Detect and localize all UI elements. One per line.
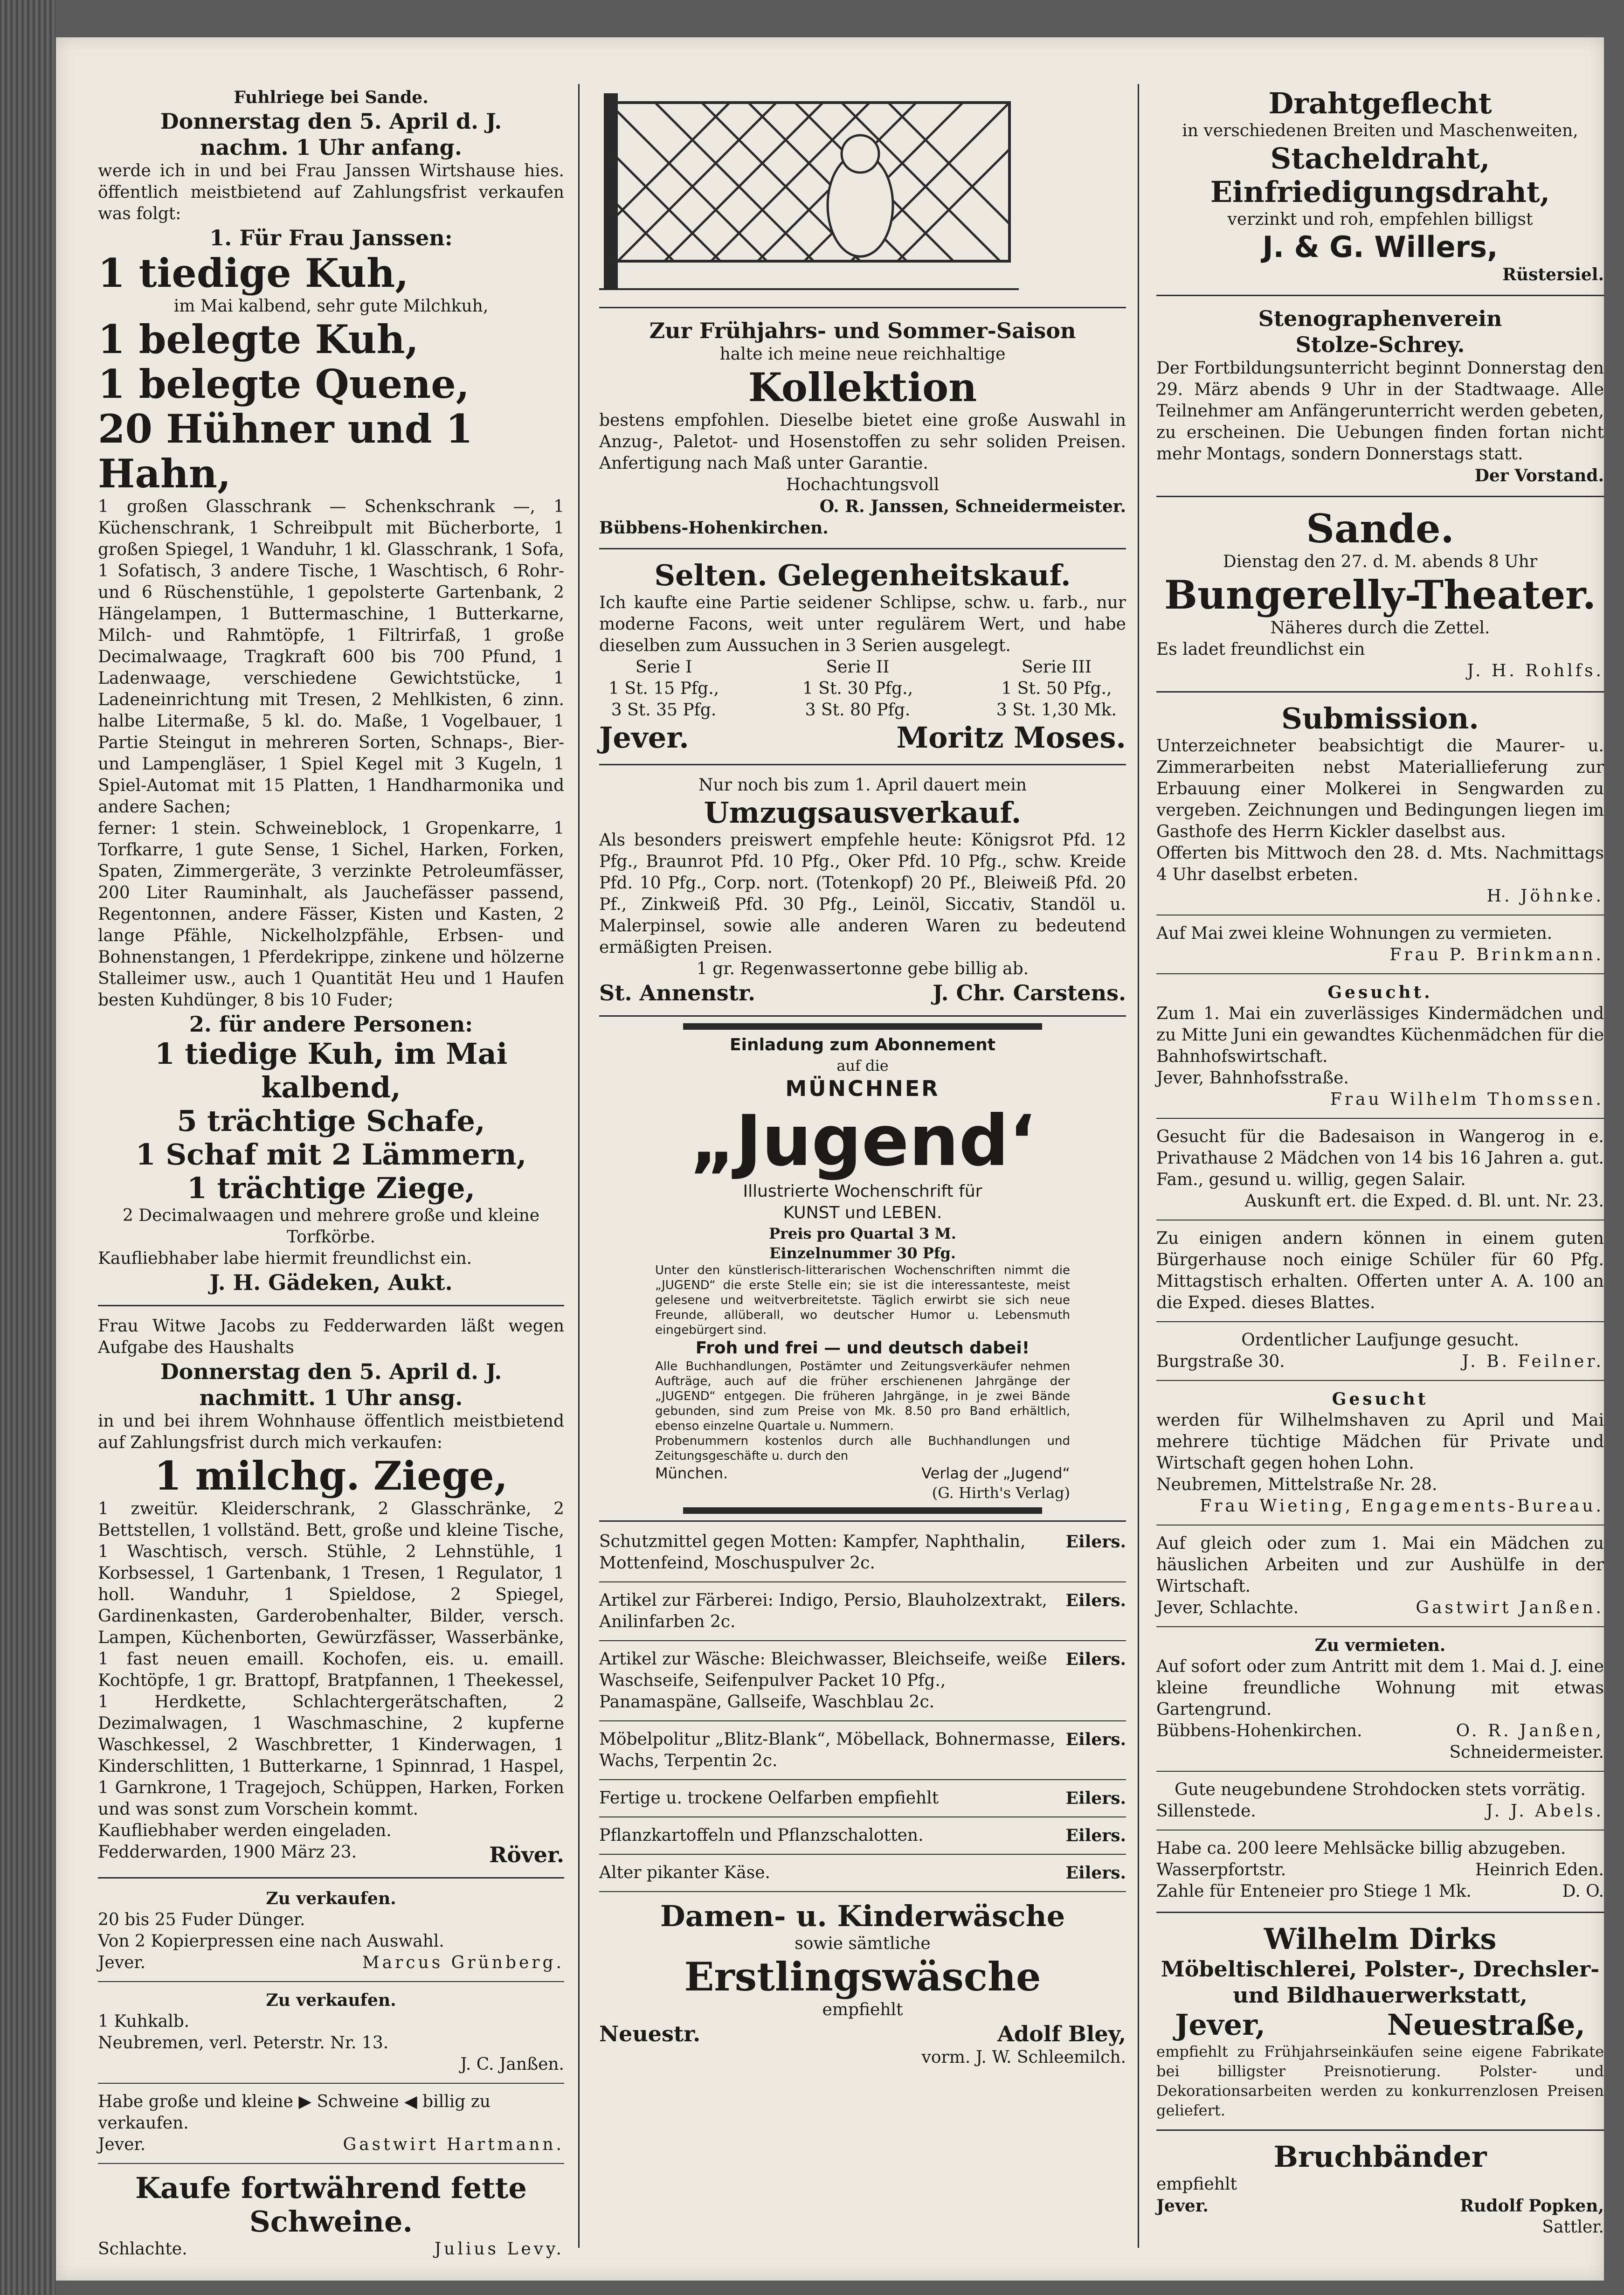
ad-extra: 1 gr. Regenwassertonne gebe billig ab.	[696, 959, 1029, 978]
ad-invite: Einladung zum Abonnement	[730, 1035, 995, 1054]
ad-place: St. Annenstr.	[599, 980, 755, 1005]
ad-heading: Gesucht.	[1327, 983, 1433, 1002]
ad-date: Donnerstag den 5. April d. J.	[160, 109, 502, 134]
ad-signature: Eilers.	[1065, 1730, 1126, 1749]
ad-item: 1 tiedige Kuh, im Mai kalbend,	[154, 1037, 508, 1104]
series-name: Serie II	[826, 658, 890, 677]
ad-heading: Gesucht	[1332, 1389, 1429, 1409]
auction-ad-jacobs	[98, 1313, 564, 1871]
ad-signature: J. & G. Willers,	[1262, 230, 1498, 264]
ad-title: Sande.	[1306, 506, 1454, 552]
divider	[1156, 973, 1604, 974]
ad-title: Selten. Gelegenheitskauf.	[654, 558, 1071, 592]
ad-publisher: Verlag der „Jugend“	[921, 1464, 1070, 1482]
ad-intro: werde ich in und bei Frau Janssen Wirtshause hies. öffentlich meistbietend auf Zahlungsfrist verkaufen was folgt:	[98, 161, 564, 223]
wanted-ad-thomssen	[1156, 979, 1604, 1113]
ad-signature: J. H. Gädeken, Aukt.	[209, 1270, 453, 1295]
ad-place: Rüstersiel.	[1502, 265, 1604, 284]
divider	[599, 1854, 1126, 1855]
series-price: 1 St. 50 Pfg.,	[1001, 679, 1112, 698]
divider	[599, 1520, 1126, 1522]
divider	[98, 2083, 564, 2084]
ad-heading: Zu vermieten.	[1314, 1636, 1446, 1655]
ad-price: Einzelnummer 30 Pfg.	[769, 1244, 956, 1262]
column-left	[98, 84, 564, 2263]
ad-text: Zahle für Enteneier pro Stiege 1 Mk.	[1156, 1882, 1472, 1901]
ad-list: ferner: 1 stein. Schweineblock, 1 Gropenkarre, 1 Torfkarre, 1 gute Sense, 1 Sichel, Harken, Forken, Spaten, Zimmergeräte, 3 verzinkte Petroleumfässer, 200 Liter Rauminhalt, als Jauchefässer passend, Regentonnen, andere Fässer, Kisten und Kasten, 2 lange Pfähle, Nickelholzpfähle, Erbsen- und Bohnenstangen, 1 Pferdekrippe, zinkene und hölzerne Stalleimer usw., auch 1 Quantität Heu und 1 Haufen besten Kuhdünger, 8 bis 10 Fuder;	[98, 819, 564, 1010]
buy-ad-levy	[98, 2169, 564, 2263]
ad-line: Einfriedigungsdraht,	[1210, 175, 1550, 209]
ad-title-big: Kollektion	[748, 364, 977, 410]
ad-title: Zur Frühjahrs- und Sommer-Saison	[649, 318, 1076, 343]
eilers-ad	[599, 1859, 1126, 1886]
ad-list: 1 großen Glasschrank — Schenkschrank —, 1 Küchenschrank, 1 Schreibpult mit Bücherborte, 1 großen Spiegel, 1 Wanduhr, 1 kl. Glasschrank, 1 Sofa, 1 Sofatisch, 3 andere Tische, 1 Waschtisch, 6 Rohr- und 6 Rüschenstühle, 1 gepolsterte Gartenbank, 2 Hängelampen, 1 Buttermaschine, 1 Butterkarne, Milch- und Rahmtöpfe, 1 Filtrirfaß, 1 große Decimalwaage, Tragkraft 600 bis 700 Pfund, 1 Ladenwaage, verschiedene Gewichtstücke, 1 Ladeneinrichtung mit Tresen, 2 Mehlkisten, 6 zinn. halbe Litermaße, 5 kl. do. Maße, 1 Vogelbauer, 1 Partie Steingut in mehreren Sorten, Schnaps-, Bier- und Lampengläser, 1 Spiel Kegel mit 3 Kugeln, 1 Spiel-Automat mit 15 Platten, 1 Handharmonika und andere Sachen;	[98, 497, 564, 817]
ad-text: Probenummern kostenlos durch alle Buchhandlungen und Zeitungsgeschäfte u. durch den	[655, 1434, 1070, 1463]
ad-signature: Heinrich Eden.	[1475, 1860, 1604, 1879]
ad-title-big: Bungerelly-Theater.	[1164, 572, 1596, 618]
ad-line: Näheres durch die Zettel.	[1270, 618, 1490, 638]
ad-signature: Moritz Moses.	[896, 721, 1126, 755]
ad-text: Habe große und kleine ▶ Schweine ◀ billig zu verkaufen.	[98, 2092, 491, 2133]
ad-signature: Julius Levy.	[434, 2240, 564, 2259]
ad-text: werden für Wilhelmshaven zu April und Mai mehrere tüchtige Mädchen für Private und Wirtschaft gegen hohen Lohn.	[1156, 1411, 1604, 1473]
ad-invite: Es ladet freundlichst ein	[1156, 640, 1365, 659]
ad-invite: Kaufliebhaber labe hiermit freundlichst ein.	[98, 1249, 472, 1268]
ad-place: Schlachte.	[98, 2240, 187, 2259]
column-divider	[578, 84, 580, 2248]
series-price: 3 St. 1,30 Mk.	[996, 700, 1117, 720]
ad-signature: Eilers.	[1065, 1532, 1126, 1552]
divider	[599, 1779, 1126, 1780]
ad-text: Der Fortbildungsunterricht beginnt Donnerstag den 29. März abends 9 Uhr in der Stadtwaage. Alle Teilnehmer am Anfängerunterricht werden gebeten, zu erscheinen. Die Uebungen finden fortan nicht mehr Montags, sondern Donnerstags statt.	[1156, 359, 1604, 464]
ad-text: Alle Buchhandlungen, Postämter und Zeitungsverkäufer nehmen Aufträge, auch auf die früher erschienenen Jahrgänge der „JUGEND“ entgegen. Die früheren Jahrgänge, in je zwei Bände gebunden, sind zum Preise von Mk. 8.50 pro Band erhältlich, ebenso einzelne Quartale u. Nummern.	[655, 1359, 1070, 1433]
divider	[98, 1981, 564, 1982]
ad-text: Unterzeichneter beabsichtigt die Maurer- u. Zimmerarbeiten nebst Materiallieferung zur Erbauung einer Molkerei in Sengwarden zu vergeben. Zeichnungen und Bedingungen liegen im Gasthofe des Herrn Kickler daselbst aus.	[1156, 736, 1604, 841]
ad-signature: O. R. Janßen,	[1456, 1721, 1604, 1740]
ad-place: Neubremen, Mittelstraße Nr. 28.	[1156, 1475, 1437, 1494]
divider	[599, 1891, 1126, 1892]
ad-signature: D. O.	[1562, 1882, 1604, 1901]
eilers-ad-list	[599, 1528, 1126, 1892]
ad-auf: auf die	[836, 1057, 889, 1075]
ad-intro: Frau Witwe Jacobs zu Fedderwarden läßt wegen Aufgabe des Haushalts	[98, 1317, 564, 1357]
wanted-ad-janssen	[1156, 1530, 1604, 1622]
ad-recommend: empfiehlt	[1156, 2175, 1237, 2194]
divider	[1156, 1321, 1604, 1322]
ad-place: Fedderwarden, 1900 März 23.	[98, 1843, 357, 1862]
ad-signature-sub: Sattler.	[1542, 2218, 1604, 2237]
tailor-ad-janssen	[599, 315, 1126, 541]
tie-ad-moses	[599, 556, 1126, 757]
ad-text: Möbelpolitur „Blitz-Blank“, Möbellack, Bohnermasse, Wachs, Terpentin 2c.	[599, 1730, 1056, 1770]
ad-heading: Fuhlriege bei Sande.	[234, 88, 428, 107]
ad-title-big: Erstlingswäsche	[684, 1954, 1041, 2000]
ad-signature-sub: Schneidermeister.	[1449, 1743, 1604, 1762]
rental-ad-brinkmann	[1156, 920, 1604, 969]
divider	[1156, 1118, 1604, 1119]
divider	[1156, 1380, 1604, 1381]
ad-section: 1. Für Frau Janssen:	[209, 225, 453, 250]
ad-price: Preis pro Quartal 3 M.	[769, 1225, 956, 1242]
ad-title: Damen- u. Kinderwäsche	[660, 1899, 1065, 1933]
fence-illustration	[599, 84, 1019, 298]
ad-title: Submission.	[1281, 701, 1479, 735]
divider	[1156, 295, 1604, 296]
ad-misc: 2 Decimalwaagen und mehrere große und kleine Torfkörbe.	[122, 1206, 540, 1247]
divider	[1156, 1912, 1604, 1913]
divider	[98, 1877, 564, 1879]
series-block	[802, 657, 913, 721]
ad-title: Umzugsausverkauf.	[704, 796, 1022, 830]
ad-subtitle: Möbeltischlerei, Polster-, Drechsler-	[1161, 1956, 1600, 1982]
sale-ad-gruenberg	[98, 1885, 564, 1976]
ad-place: Burgstraße 30.	[1156, 1352, 1285, 1371]
ad-info: Auskunft ert. die Exped. d. Bl. unt. Nr. 23.	[1244, 1192, 1604, 1211]
eilers-ad	[599, 1822, 1126, 1849]
series-name: Serie III	[1021, 658, 1092, 677]
ad-subtitle: und Bildhauerwerkstatt,	[1233, 1983, 1527, 2008]
truss-ad-popken	[1156, 2137, 1604, 2241]
ad-time: nachm. 1 Uhr anfang.	[200, 135, 462, 160]
sale-ad-janssen	[98, 1987, 564, 2078]
ad-item: 20 Hühner und 1 Hahn,	[98, 406, 473, 497]
ad-heading: Zu verkaufen.	[266, 1990, 396, 2010]
divider	[1156, 1626, 1604, 1627]
ad-signature: J. Chr. Carstens.	[933, 980, 1126, 1005]
ad-place: Neuestr.	[599, 2021, 701, 2046]
series-price: 1 St. 15 Pfg.,	[608, 679, 719, 698]
ad-text: Zum 1. Mai ein zuverlässiges Kindermädchen und zu Mitte Juni ein gewandtes Küchenmädchen für die Bahnhofswirtschaft.	[1156, 1004, 1604, 1066]
ad-signature: Eilers.	[1065, 1591, 1126, 1610]
ad-text: Habe ca. 200 leere Mehlsäcke billig abzugeben.	[1156, 1839, 1566, 1858]
series-block	[996, 657, 1117, 721]
ad-item: 1 belegte Kuh,	[98, 316, 419, 362]
ad-text: Gute neugebundene Strohdocken stets vorrätig.	[1175, 1780, 1586, 1799]
ad-item: 1 trächtige Ziege,	[187, 1171, 476, 1205]
divider	[1156, 496, 1604, 497]
ad-text: Auf Mai zwei kleine Wohnungen zu vermieten.	[1156, 924, 1553, 943]
ad-signature: H. Jöhnke.	[1486, 887, 1604, 906]
ad-title: Kaufe fortwährend fette Schweine.	[135, 2171, 527, 2239]
jugend-ad	[599, 1023, 1126, 1514]
ad-subtitle: KUNST und LEBEN.	[783, 1203, 942, 1222]
ad-text: Zu einigen andern können in einem guten Bürgerhause noch einige Schüler für 60 Pfg. Mittagstisch erhalten. Offerten unter A. A. 100 an die Exped. dieses Blattes.	[1156, 1229, 1604, 1312]
series-price: 3 St. 80 Pfg.	[805, 700, 911, 720]
ad-street: Neuestraße,	[1387, 2008, 1585, 2042]
linen-ad-bley	[599, 1897, 1126, 2071]
ad-place: Jever, Schlachte.	[1156, 1598, 1299, 1617]
ad-title: Wilhelm Dirks	[1264, 1922, 1497, 1956]
ad-publisher-sub: (G. Hirth's Verlag)	[932, 1484, 1070, 1502]
theater-ad	[1156, 504, 1604, 685]
ad-date: Dienstag den 27. d. M. abends 8 Uhr	[1223, 552, 1538, 571]
wire-ad-willers	[1156, 84, 1604, 288]
ad-line: Von 2 Kopierpressen eine nach Auswahl.	[98, 1932, 444, 1951]
ad-signature: Frau Wieting, Engagements-Bureau.	[1200, 1497, 1604, 1516]
ad-item: 5 trächtige Schafe,	[177, 1104, 485, 1138]
ad-motto: Froh und frei — und deutsch dabei!	[695, 1338, 1030, 1358]
ad-invite: Kaufliebhaber werden eingeladen.	[98, 1821, 392, 1840]
ad-text: Schutzmittel gegen Motten: Kampfer, Naphthalin, Mottenfeind, Moschuspulver 2c.	[599, 1532, 1026, 1573]
ad-text: in und bei ihrem Wohnhause öffentlich meistbietend auf Zahlungsfrist durch mich verkaufen:	[98, 1412, 564, 1452]
ad-signature: Röver.	[489, 1842, 564, 1867]
ad-place: Bübbens-Hohenkirchen.	[1156, 1721, 1362, 1740]
ad-text: Gesucht für die Badesaison in Wangerog in e. Privathause 2 Mädchen von 14 bis 16 Jahren a. gut. Fam., gesund u. willig, gegen Salair.	[1156, 1127, 1604, 1189]
ad-line: 20 bis 25 Fuder Dünger.	[98, 1910, 305, 1929]
ad-signature: Frau P. Brinkmann.	[1389, 945, 1604, 964]
furniture-ad-dirks	[1156, 1920, 1604, 2123]
ad-heading: Zu verkaufen.	[266, 1889, 396, 1908]
ad-signature: Gastwirt Janßen.	[1416, 1598, 1604, 1617]
ad-signature: Der Vorstand.	[1474, 466, 1604, 485]
ad-signature: Eilers.	[1065, 1789, 1126, 1808]
straw-ad-abels	[1156, 1776, 1604, 1825]
ad-text: Pflanzkartoffeln und Pflanzschalotten.	[599, 1826, 924, 1845]
divider	[599, 548, 1126, 549]
ad-time: nachmitt. 1 Uhr ansg.	[199, 1385, 463, 1410]
column-middle	[599, 84, 1126, 2071]
ad-line: verzinkt und roh, empfehlen billigst	[1227, 210, 1533, 229]
column-divider	[1138, 84, 1139, 2248]
ad-list: 1 zweitür. Kleiderschrank, 2 Glasschränke, 2 Bettstellen, 1 vollständ. Bett, große und kleine Tische, 1 Waschtisch, versch. Stühle, 2 Lehnstühle, 1 Korbsessel, 1 Gartenbank, 1 Tresen, 1 Regulator, 1 holl. Wanduhr, 1 Spieldose, 2 Spiegel, Gardinenkasten, Garderobenhalter, Bilder, versch. Lampen, Küchenborten, Gewürzfässer, Wasserbänke, 1 fast neuen emaill. Kochofen, eis. u. emaill. Kochtöpfe, 1 gr. Brattopf, Bratpfannen, 1 Theekessel, 1 Herdkette, Schlachtergerätschaften, 2 Dezimalwagen, 1 Waschmaschine, 2 kupferne Waschkessel, 2 Waschbretter, 1 Kinderwagen, 1 Kinderschlitten, 1 Butterkarne, 1 Spinnrad, 1 Haspel, 1 Garnkrone, 1 Tragejoch, Schüppen, Harken, Forken und was sonst zum Vorschein kommt.	[98, 1499, 564, 1819]
eilers-ad	[599, 1587, 1126, 1636]
ad-place: Jever, Bahnhofsstraße.	[1156, 1068, 1349, 1088]
divider	[599, 1581, 1126, 1582]
ad-city: MÜNCHNER	[785, 1076, 940, 1101]
eilers-ad	[599, 1785, 1126, 1812]
ad-text: Fertige u. trockene Oelfarben empfiehlt	[599, 1789, 939, 1808]
divider	[599, 1015, 1126, 1017]
series-block	[608, 657, 719, 721]
ad-signature: Adolf Bley,	[997, 2021, 1126, 2046]
ad-title: Drahtgeflecht	[1268, 86, 1492, 120]
ad-date: Donnerstag den 5. April d. J.	[160, 1359, 502, 1384]
ad-note: im Mai kalbend, sehr gute Milchkuh,	[173, 297, 489, 316]
ad-former: vorm. J. W. Schleemilch.	[921, 2048, 1126, 2067]
ad-place: Jever.	[1156, 2196, 1209, 2216]
ad-title: Bruchbänder	[1273, 2140, 1487, 2174]
ad-signature: J. C. Janßen.	[460, 2055, 564, 2074]
series-name: Serie I	[635, 658, 692, 677]
divider	[599, 1720, 1126, 1721]
ad-line: Neubremen, verl. Peterstr. Nr. 13.	[98, 2033, 389, 2052]
ad-line: Stacheldraht,	[1270, 141, 1490, 175]
book-spine	[0, 0, 56, 2295]
ad-signature: J. B. Feilner.	[1462, 1352, 1604, 1371]
ad-greeting: Hochachtungsvoll	[786, 475, 940, 494]
ad-place: Bübbens-Hohenkirchen.	[599, 518, 829, 538]
ad-place: Jever.	[98, 2135, 146, 2154]
ad-subtitle: halte ich meine neue reichhaltige	[719, 345, 1006, 364]
ad-item: 1 tiedige Kuh,	[98, 250, 409, 296]
ad-signature: Eilers.	[1065, 1650, 1126, 1669]
column-right	[1156, 84, 1604, 2241]
ad-place: Jever,	[1175, 2008, 1265, 2042]
ad-title: Stenographenverein	[1258, 306, 1502, 331]
ad-place: Wasserpfortstr.	[1156, 1860, 1286, 1879]
ad-signature: O. R. Janssen, Schneidermeister.	[819, 497, 1126, 516]
ad-section: 2. für andere Personen:	[189, 1012, 473, 1037]
wanted-ad-bath	[1156, 1123, 1604, 1215]
ad-text: Unter den künstlerisch-litterarischen Wochenschriften nimmt die „JUGEND“ die erste Stelle ein; sie ist die interessanteste, meist gelesene und weitverbreitetste. Täglich erwirbt sie sich neue Freunde, allüberall, wo deutscher Humor u. Lebensmuth eingebürgert sind.	[655, 1263, 1070, 1337]
ad-recommend: empfiehlt	[822, 2000, 903, 2019]
auction-ad-janssen	[98, 84, 564, 1298]
ad-signature: Rudolf Popken,	[1460, 2196, 1604, 2216]
ad-line: 1 Kuhkalb.	[98, 2012, 190, 2031]
ad-signature: Eilers.	[1065, 1826, 1126, 1845]
ad-signature: Frau Wilhelm Thomssen.	[1330, 1090, 1604, 1109]
series-price: 3 St. 35 Pfg.	[611, 700, 717, 720]
divider	[599, 764, 1126, 765]
ad-text: Ordentlicher Laufjunge gesucht.	[1241, 1331, 1519, 1350]
ad-place: München.	[655, 1464, 728, 1482]
wanted-ad-wieting	[1156, 1386, 1604, 1520]
ad-text: Offerten bis Mittwoch den 28. d. Mts. Nachmittags 4 Uhr daselbst erbeten.	[1156, 844, 1604, 884]
divider	[599, 307, 1126, 308]
divider	[1156, 2129, 1604, 2131]
ad-subtitle: sowie sämtliche	[795, 1934, 931, 1953]
steno-ad	[1156, 303, 1604, 489]
divider	[1156, 691, 1604, 693]
ad-signature: Marcus Grünberg.	[362, 1953, 564, 1972]
ad-text: Artikel zur Färberei: Indigo, Persio, Blauholzextrakt, Anilinfarben 2c.	[599, 1591, 1047, 1631]
ad-place: Jever.	[98, 1953, 146, 1972]
newspaper-page	[56, 37, 1604, 2281]
ad-text: Ich kaufte eine Partie seidener Schlipse, schw. u. farb., nur moderne Facons, weit unter regulärem Wert, und habe dieselben zum Aussuchen in 3 Serien ausgelegt.	[599, 593, 1126, 655]
ad-text: Auf sofort oder zum Antritt mit dem 1. Mai d. J. eine kleine freundliche Wohnung mit etwas Gartengrund.	[1156, 1657, 1604, 1719]
eilers-ad	[599, 1528, 1126, 1577]
ad-text: Auf gleich oder zum 1. Mai ein Mädchen zu häuslichen Arbeiten und zur Aushülfe in der Wirtschaft.	[1156, 1534, 1604, 1596]
ornament-rule	[683, 1023, 1042, 1030]
divider	[1156, 1771, 1604, 1772]
ad-pretext: Nur noch bis zum 1. April dauert mein	[698, 776, 1027, 795]
sale-ad-hartmann	[98, 2088, 564, 2158]
ad-subtitle: Illustrierte Wochenschrift für	[743, 1182, 982, 1201]
ad-place: Jever.	[599, 721, 689, 755]
ad-subtitle: in verschiedenen Breiten und Maschenweiten,	[1182, 121, 1578, 140]
lunch-ad	[1156, 1225, 1604, 1317]
ad-signature: J. J. Abels.	[1486, 1802, 1604, 1821]
divider	[599, 1640, 1126, 1641]
ad-title: Stolze-Schrey.	[1295, 332, 1465, 357]
ad-signature: J. H. Rohlfs.	[1467, 661, 1604, 680]
series-price: 1 St. 30 Pfg.,	[802, 679, 913, 698]
jugend-title: „Jugend‘	[690, 1101, 1036, 1182]
ad-text: empfiehlt zu Frühjahrseinkäufen seine eigene Fabrikate bei billigster Preisnotierung. Polster- und Dekorationsarbeiten werden zu konkurrenzlosen Preisen geliefert.	[1156, 2043, 1604, 2119]
submission-ad	[1156, 699, 1604, 910]
sacks-ad-eden	[1156, 1835, 1604, 1905]
divider	[98, 1305, 564, 1306]
ad-text: Alter pikanter Käse.	[599, 1863, 770, 1882]
ad-item: 1 Schaf mit 2 Lämmern,	[135, 1137, 527, 1172]
ad-signature: Gastwirt Hartmann.	[343, 2135, 564, 2154]
ornament-rule	[683, 1507, 1042, 1514]
ad-text: bestens empfohlen. Dieselbe bietet eine große Auswahl in Anzug-, Paletot- und Hosenstoffen zu sehr soliden Preisen. Anfertigung nach Maß unter Garantie.	[599, 411, 1126, 473]
ad-item: 1 belegte Quene,	[98, 361, 470, 407]
ad-text: Als besonders preiswert empfehle heute: Königsrot Pfd. 12 Pfg., Braunrot Pfd. 10 Pfg., Oker Pfd. 10 Pfg., schw. Kreide Pfd. 10 Pfg., Corp. nort. (Totenkopf) 20 Pf., Bleiweiß Pfd. 20 Pf., Zinkweiß Pfd. 30 Pfg., Leinöl, Siccativ, Standöl u. Malerpinsel, sowie alle anderen Waren zu bedeutend ermäßigten Preisen.	[599, 831, 1126, 957]
rent-ad-janssen	[1156, 1632, 1604, 1766]
ad-text: Artikel zur Wäsche: Bleichwasser, Bleichseife, weiße Waschseife, Seifenpulver Packet 10 Pfg., Panamaspäne, Gallseife, Waschblau 2c.	[599, 1650, 1047, 1712]
eilers-ad	[599, 1646, 1126, 1716]
ad-signature: Eilers.	[1065, 1863, 1126, 1883]
divider	[98, 2163, 564, 2164]
eilers-ad	[599, 1726, 1126, 1775]
errand-ad-feilner	[1156, 1327, 1604, 1375]
clearance-ad-carstens	[599, 772, 1126, 1009]
ad-place: Sillenstede.	[1156, 1802, 1256, 1821]
ad-item: 1 milchg. Ziege,	[154, 1453, 508, 1499]
